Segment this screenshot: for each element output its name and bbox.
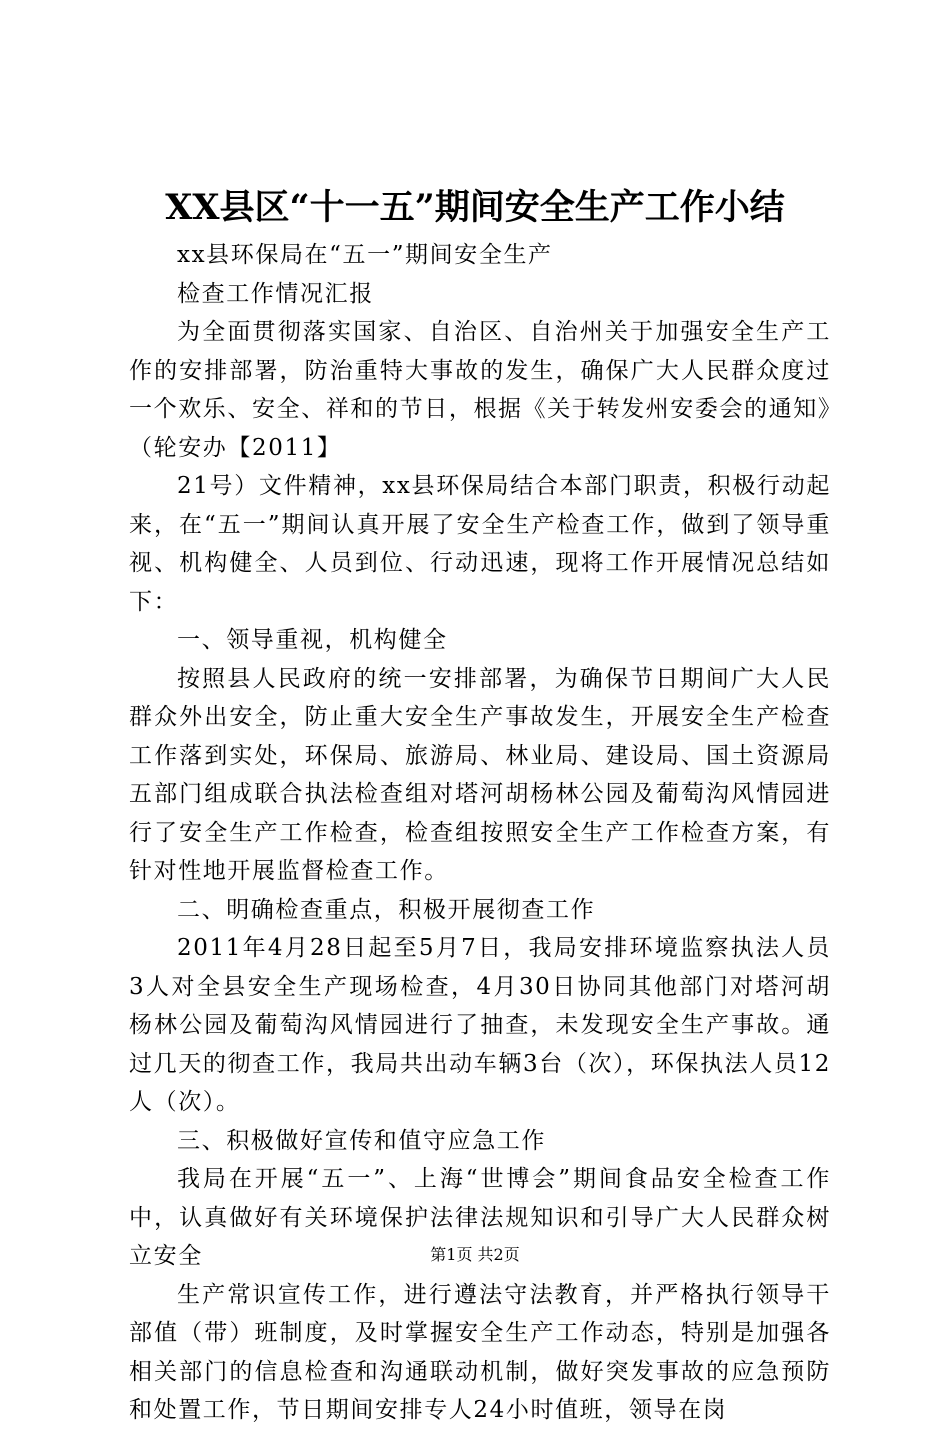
paragraph-section-3b: 生产常识宣传工作，进行遵法守法教育，并严格执行领导干部值（带）班制度，及时掌握安全生产工作动态，特别是加强各相关部门的信息检查和沟通联动机制，做好突发事故的应急预防和处置工作，节日期间安排专人24小时值班，领导在岗 <box>129 1281 831 1423</box>
section-heading-3: 三、积极做好宣传和值守应急工作 <box>177 1127 546 1154</box>
paragraph-section-1: 按照县人民政府的统一安排部署，为确保节日期间广大人民群众外出安全，防止重大安全生产事故发生，开展安全生产检查工作落到实处，环保局、旅游局、林业局、建设局、国土资源局五部门组成联合执法检查组对塔河胡杨林公园及葡萄沟风情园进行了安全生产工作检查，检查组按照安全生产工作检查方案，有针对性地开展监督检查工作。 <box>129 665 831 884</box>
section-heading-1: 一、领导重视，机构健全 <box>177 627 448 653</box>
section-heading-2: 二、明确检查重点，积极开展彻查工作 <box>177 896 596 923</box>
document-title: XX县区“十一五”期间安全生产工作小结 <box>165 187 785 228</box>
paragraph-section-3a: 我局在开展“五一”、上海“世博会”期间食品安全检查工作中，认真做好有关环境保护法律法规知识和引导广大人民群众树立安全 <box>129 1166 831 1269</box>
paragraph-document-spirit: 21号）文件精神，xx县环保局结合本部门职责，积极行动起来，在“五一”期间认真开展了安全生产检查工作，做到了领导重视、机构健全、人员到位、行动迅速，现将工作开展情况总结如下： <box>129 473 831 615</box>
paragraph-purpose: 为全面贯彻落实国家、自治区、自治州关于加强安全生产工作的安排部署，防治重特大事故的发生，确保广大人民群众度过一个欢乐、安全、祥和的节日，根据《关于转发州安委会的通知》（轮安办【2011】 <box>129 319 831 461</box>
paragraph-intro-line-1: xx县环保局在“五一”期间安全生产 <box>177 242 553 268</box>
page-footer: 第1页 共2页 <box>430 1245 520 1264</box>
paragraph-intro-line-2: 检查工作情况汇报 <box>177 280 374 307</box>
paragraph-section-2: 2011年4月28日起至5月7日，我局安排环境监察执法人员3人对全县安全生产现场检查，4月30日协同其他部门对塔河胡杨林公园及葡萄沟风情园进行了抽查，未发现安全生产事故。通过几天的彻查工作，我局共出动车辆3台（次），环保执法人员12人（次）。 <box>129 935 831 1115</box>
